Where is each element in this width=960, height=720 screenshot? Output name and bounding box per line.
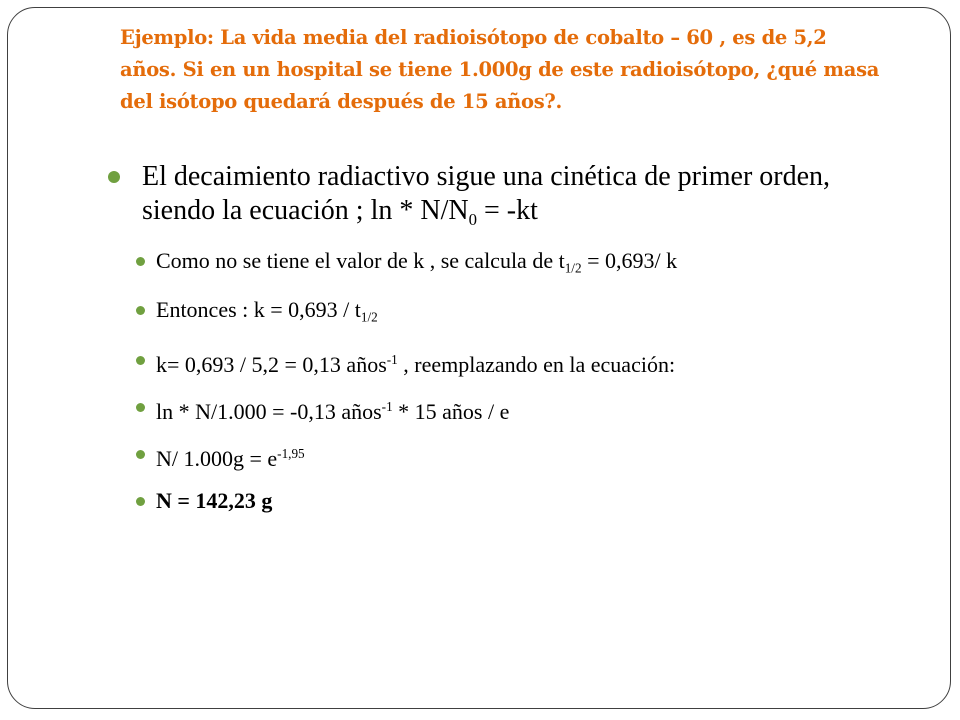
step-superscript: -1,95 [277,445,305,461]
main-bullet-line2 [142,195,538,229]
step-2 [132,296,928,332]
step-text-end: , reemplazando en la ecuación: [397,352,676,377]
step-1 [132,247,928,283]
step-text-end: * 15 años / e [392,398,510,424]
bullet-dot-icon [136,306,145,315]
step-superscript: -1 [381,399,393,414]
step-text: ln * N/1.000 = -0,13 años [156,398,382,424]
bullet-dot-icon [136,497,145,506]
slide-title: Ejemplo: La vida media del radioisótopo de cobalto – 60 , es de 5,2 años. Si en un hospital se tiene 1.000g de este radioisótopo, ¿qué masa del isótopo quedará después de 15 años?. [120,26,880,113]
bullet-dot-icon [136,257,145,266]
step-5 [132,440,928,473]
equation-rhs: = -kt [476,195,538,226]
result-text: N = 142,23 g [156,487,273,513]
equation-subscript: 0 [468,209,477,229]
slide-content [108,160,928,529]
equation-text: siendo la ecuación ; ln * N/N [142,195,469,226]
bullet-dot-icon [136,450,145,459]
step-6-result [132,487,928,515]
step-4 [132,393,928,426]
step-superscript: -1 [386,352,398,368]
step-subscript: 1/2 [564,260,582,276]
bullet-dot-icon [108,171,120,183]
main-bullet [108,160,928,237]
step-text: Entonces : k = 0,693 / t [156,297,361,323]
step-text: k= 0,693 / 5,2 = 0,13 años [156,352,387,377]
step-text: N/ 1.000g = e [156,445,278,471]
step-3 [132,346,928,379]
bullet-dot-icon [136,403,145,412]
step-subscript: 1/2 [360,310,378,326]
step-text: Como no se tiene el valor de k , se calcula de t [156,247,565,273]
main-bullet-line1: El decaimiento radiactivo sigue una cinética de primer orden, [142,161,831,192]
step-text-end: = 0,693/ k [581,247,678,273]
bullet-dot-icon [136,356,145,365]
